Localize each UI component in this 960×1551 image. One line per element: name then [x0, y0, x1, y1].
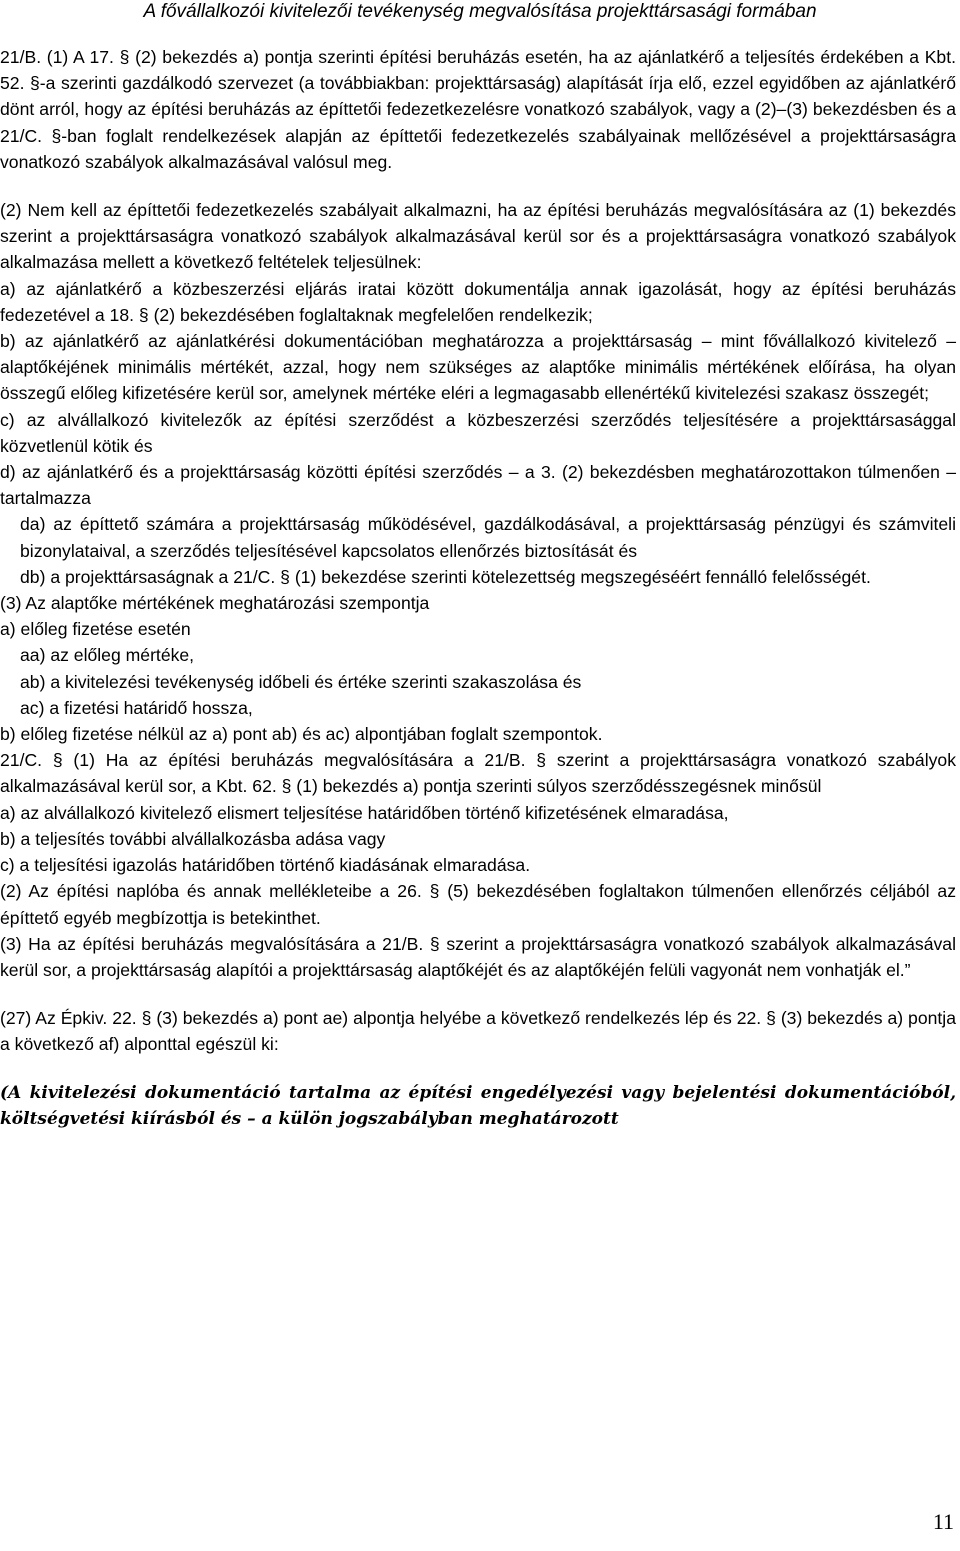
point-21c-b: b) a teljesítés további alvállalkozásba adása vagy [0, 828, 386, 849]
point-3a: a) előleg fizetése esetén [0, 619, 191, 640]
paragraph-gap [0, 1058, 956, 1080]
amendment-27: (27) Az Épkiv. 22. § (3) bekezdés a) pont ae) alpontja helyébe a következő rendelkezés lép és 22. § (3) bekezdés a) pontja a következő af) alponttal egészül ki: [0, 1008, 956, 1055]
point-3aa: aa) az előleg mértéke, [20, 645, 195, 666]
point-b: b) az ajánlatkérő az ajánlatkérési dokumentációban meghatározza a projekttársaság – mint fővállalkozó kivitelező – alaptőkéjének minimális mértékét, azzal, hogy nem szükséges az alaptőke minimális mértékének előírása, ha olyan összegű előleg kifizetésére kerül sor, amelynek mértéke eléri a legmagasabb ellenértékű kivitelezési szakasz összegét; [0, 331, 956, 404]
point-3b: b) előleg fizetése nélkül az a) pont ab) és ac) alpontjában foglalt szempontok. [0, 724, 603, 745]
document-body [0, 44, 956, 1132]
point-a: a) az ajánlatkérő a közbeszerzési eljárás iratai között dokumentálja annak igazolását, hogy az építési beruházás fedezetével a 18. § (2) bekezdésében foglaltaknak megfelelően rendelkezik; [0, 278, 956, 325]
paragraph-gap [0, 983, 956, 1005]
quoted-text: (A kivitelezési dokumentáció tartalma az építési engedélyezési vagy bejelentési dokumentációból, költségvetési kiírásból és – a külön jogszabályban meghatározott [0, 1082, 956, 1129]
paragraph-21b-2: (2) Nem kell az építtetői fedezetkezelés szabályait alkalmazni, ha az építési beruházás megvalósítására az (1) bekezdés szerint a projekttársaságra vonatkozó szabályok alkalmazásával kerül sor és a projekttársaságra vonatkozó szabályok alkalmazása mellett a következő feltételek teljesülnek: [0, 200, 956, 273]
page-number: 11 [932, 1509, 954, 1534]
paragraph-21c-2: (2) Az építési naplóba és annak mellékleteibe a 26. § (5) bekezdésében foglaltakon túlmenően ellenőrzés céljából az építtető egyéb megbízottja is betekinthet. [0, 881, 956, 928]
point-3ac: ac) a fizetési határidő hossza, [20, 697, 253, 718]
paragraph-21c-1: 21/C. § (1) Ha az építési beruházás megvalósítására a 21/B. § szerint a projekttársaságra vonatkozó szabályok alkalmazásával kerül sor, a Kbt. 62. § (1) bekezdés a) pontja szerinti súlyos szerződésszegésnek minősül [0, 750, 956, 797]
running-header: A fővállalkozói kivitelezői tevékenység megvalósítása projekttársasági formában [143, 1, 817, 22]
point-c: c) az alvállalkozó kivitelezők az építési szerződést a közbeszerzési szerződés teljesítésére a projekttársasággal közvetlenül kötik és [0, 409, 956, 456]
paragraph-21c-3: (3) Ha az építési beruházás megvalósítására a 21/B. § szerint a projekttársaságra vonatkozó szabályok alkalmazásával kerül sor, a projekttársaság alapítói a projekttársaság alaptőkéjét és az alaptőkéjén felüli vagyonát nem vonhatják el.” [0, 933, 956, 980]
point-21c-c: c) a teljesítési igazolás határidőben történő kiadásának elmaradása. [0, 855, 531, 876]
point-3ab: ab) a kivitelezési tevékenység időbeli és értéke szerinti szakaszolása és [20, 671, 582, 692]
point-db: db) a projekttársaságnak a 21/C. § (1) bekezdése szerinti kötelezettség megszegéséért fennálló felelősségét. [20, 566, 871, 587]
point-da: da) az építtető számára a projekttársaság működésével, gazdálkodásával, a projekttársaság pénzügyi és számviteli bizonylataival, a szerződés teljesítésével kapcsolatos ellenőrzés biztosítását és [20, 514, 956, 561]
point-21c-a: a) az alvállalkozó kivitelező elismert teljesítése határidőben történő kifizetésének elmaradása, [0, 802, 729, 823]
paragraph-21b-3: (3) Az alaptőke mértékének meghatározási szempontja [0, 593, 430, 614]
paragraph-21b-1: 21/B. (1) A 17. § (2) bekezdés a) pontja szerinti építési beruházás esetén, ha az ajánlatkérő a teljesítés érdekében a Kbt. 52. §-a szerinti gazdálkodó szervezet (a továbbiakban: projekttársaság) alapítását írja elő, ezzel egyidőben az ajánlatkérő dönt arról, hogy az építési beruházás az építtetői fedezetkezelésre vonatkozó szabályok, vagy a (2)–(3) bekezdésben és a 21/C. §-ban foglalt rendelkezések alapján az építtetői fedezetkezelés szabályainak mellőzésével a projekttársaságra vonatkozó szabályok alkalmazásával valósul meg. [0, 47, 956, 172]
paragraph-gap [0, 175, 956, 197]
point-d: d) az ajánlatkérő és a projekttársaság közötti építési szerződés – a 3. (2) bekezdésben meghatározottakon túlmenően – tartalmazza [0, 462, 956, 509]
